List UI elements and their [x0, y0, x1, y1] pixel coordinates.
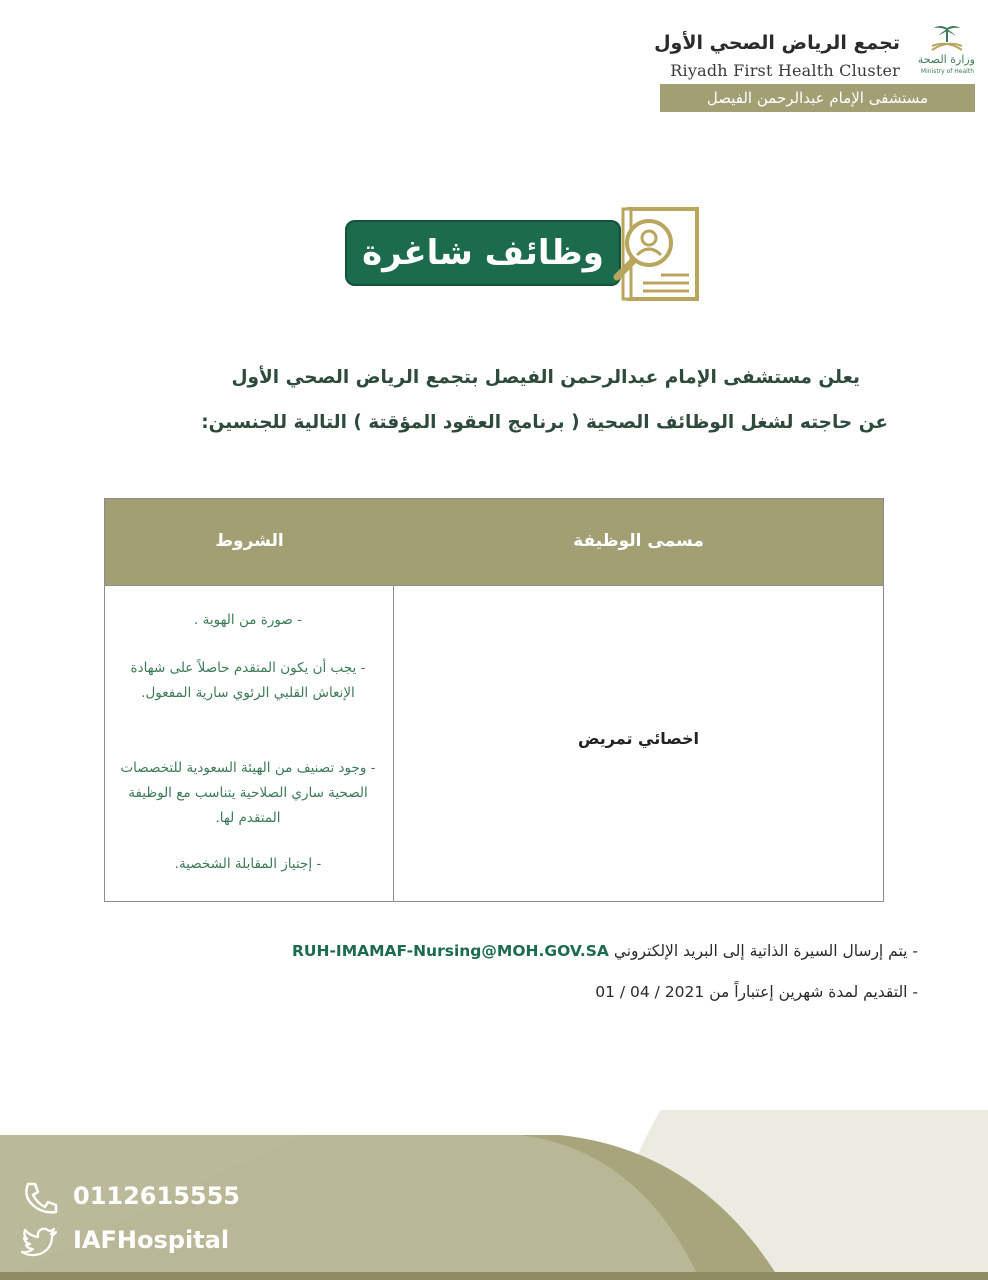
application-email-link[interactable]: RUH-IMAMAF-Nursing@MOH.GOV.SA [292, 942, 609, 960]
header-job-title: مسمى الوظيفة [393, 499, 883, 585]
condition-item: - صورة من الهوية . [194, 612, 302, 628]
application-start-date: 01 / 04 / 2021 [595, 983, 705, 1001]
cluster-name-en: Riyadh First Health Cluster [670, 61, 900, 80]
banner-title: وظائف شاغرة [362, 233, 604, 273]
cv-note-text: - يتم إرسال السيرة الذاتية إلى البريد الإلكتروني [613, 942, 918, 960]
twitter-icon [20, 1224, 60, 1260]
contact-phone[interactable] [20, 1180, 320, 1216]
cluster-name-ar: تجمع الرياض الصحي الأول [654, 32, 900, 54]
header-conditions: الشروط [105, 499, 394, 585]
ministry-name-ar: وزارة الصحة [917, 53, 975, 66]
period-note-text: - التقديم لمدة شهرين إعتباراً من [709, 983, 918, 1001]
intro-line-1: يعلن مستشفى الإمام عبدالرحمن الفيصل بتجمع الرياض الصحي الأول [231, 367, 860, 388]
profile-document-search-icon [603, 205, 703, 305]
job-title: اخصائي تمريض [577, 729, 700, 748]
intro-line-2: عن حاجته لشغل الوظائف الصحية ( برنامج العقود المؤقتة ) التالية للجنسين: [201, 412, 888, 433]
phone-number: 0112615555 [73, 1182, 240, 1210]
contact-twitter[interactable] [20, 1224, 320, 1260]
hospital-name-bar: مستشفى الإمام عبدالرحمن الفيصل [660, 84, 975, 112]
table-row-job-title-cell [393, 585, 883, 901]
condition-item: - إجتياز المقابلة الشخصية. [174, 856, 322, 872]
phone-icon [20, 1180, 60, 1216]
application-period-note [595, 983, 918, 1001]
jobs-table [104, 498, 884, 902]
vacancies-banner [343, 205, 703, 305]
header-logo [655, 20, 980, 115]
table-row-conditions-cell [105, 585, 394, 901]
condition-item: - يجب أن يكون المتقدم حاصلاً على شهادة الإنعاش القلبي الرئوي سارية المفعول. [130, 660, 366, 701]
condition-item: - وجود تصنيف من الهيئة السعودية للتخصصات الصحية ساري الصلاحية يتناسب مع الوظيفة المتقدم لها. [120, 760, 376, 826]
twitter-handle: IAFHospital [73, 1226, 230, 1254]
ministry-name-en: Ministry of Health [920, 68, 974, 75]
cv-submission-note [292, 942, 918, 960]
